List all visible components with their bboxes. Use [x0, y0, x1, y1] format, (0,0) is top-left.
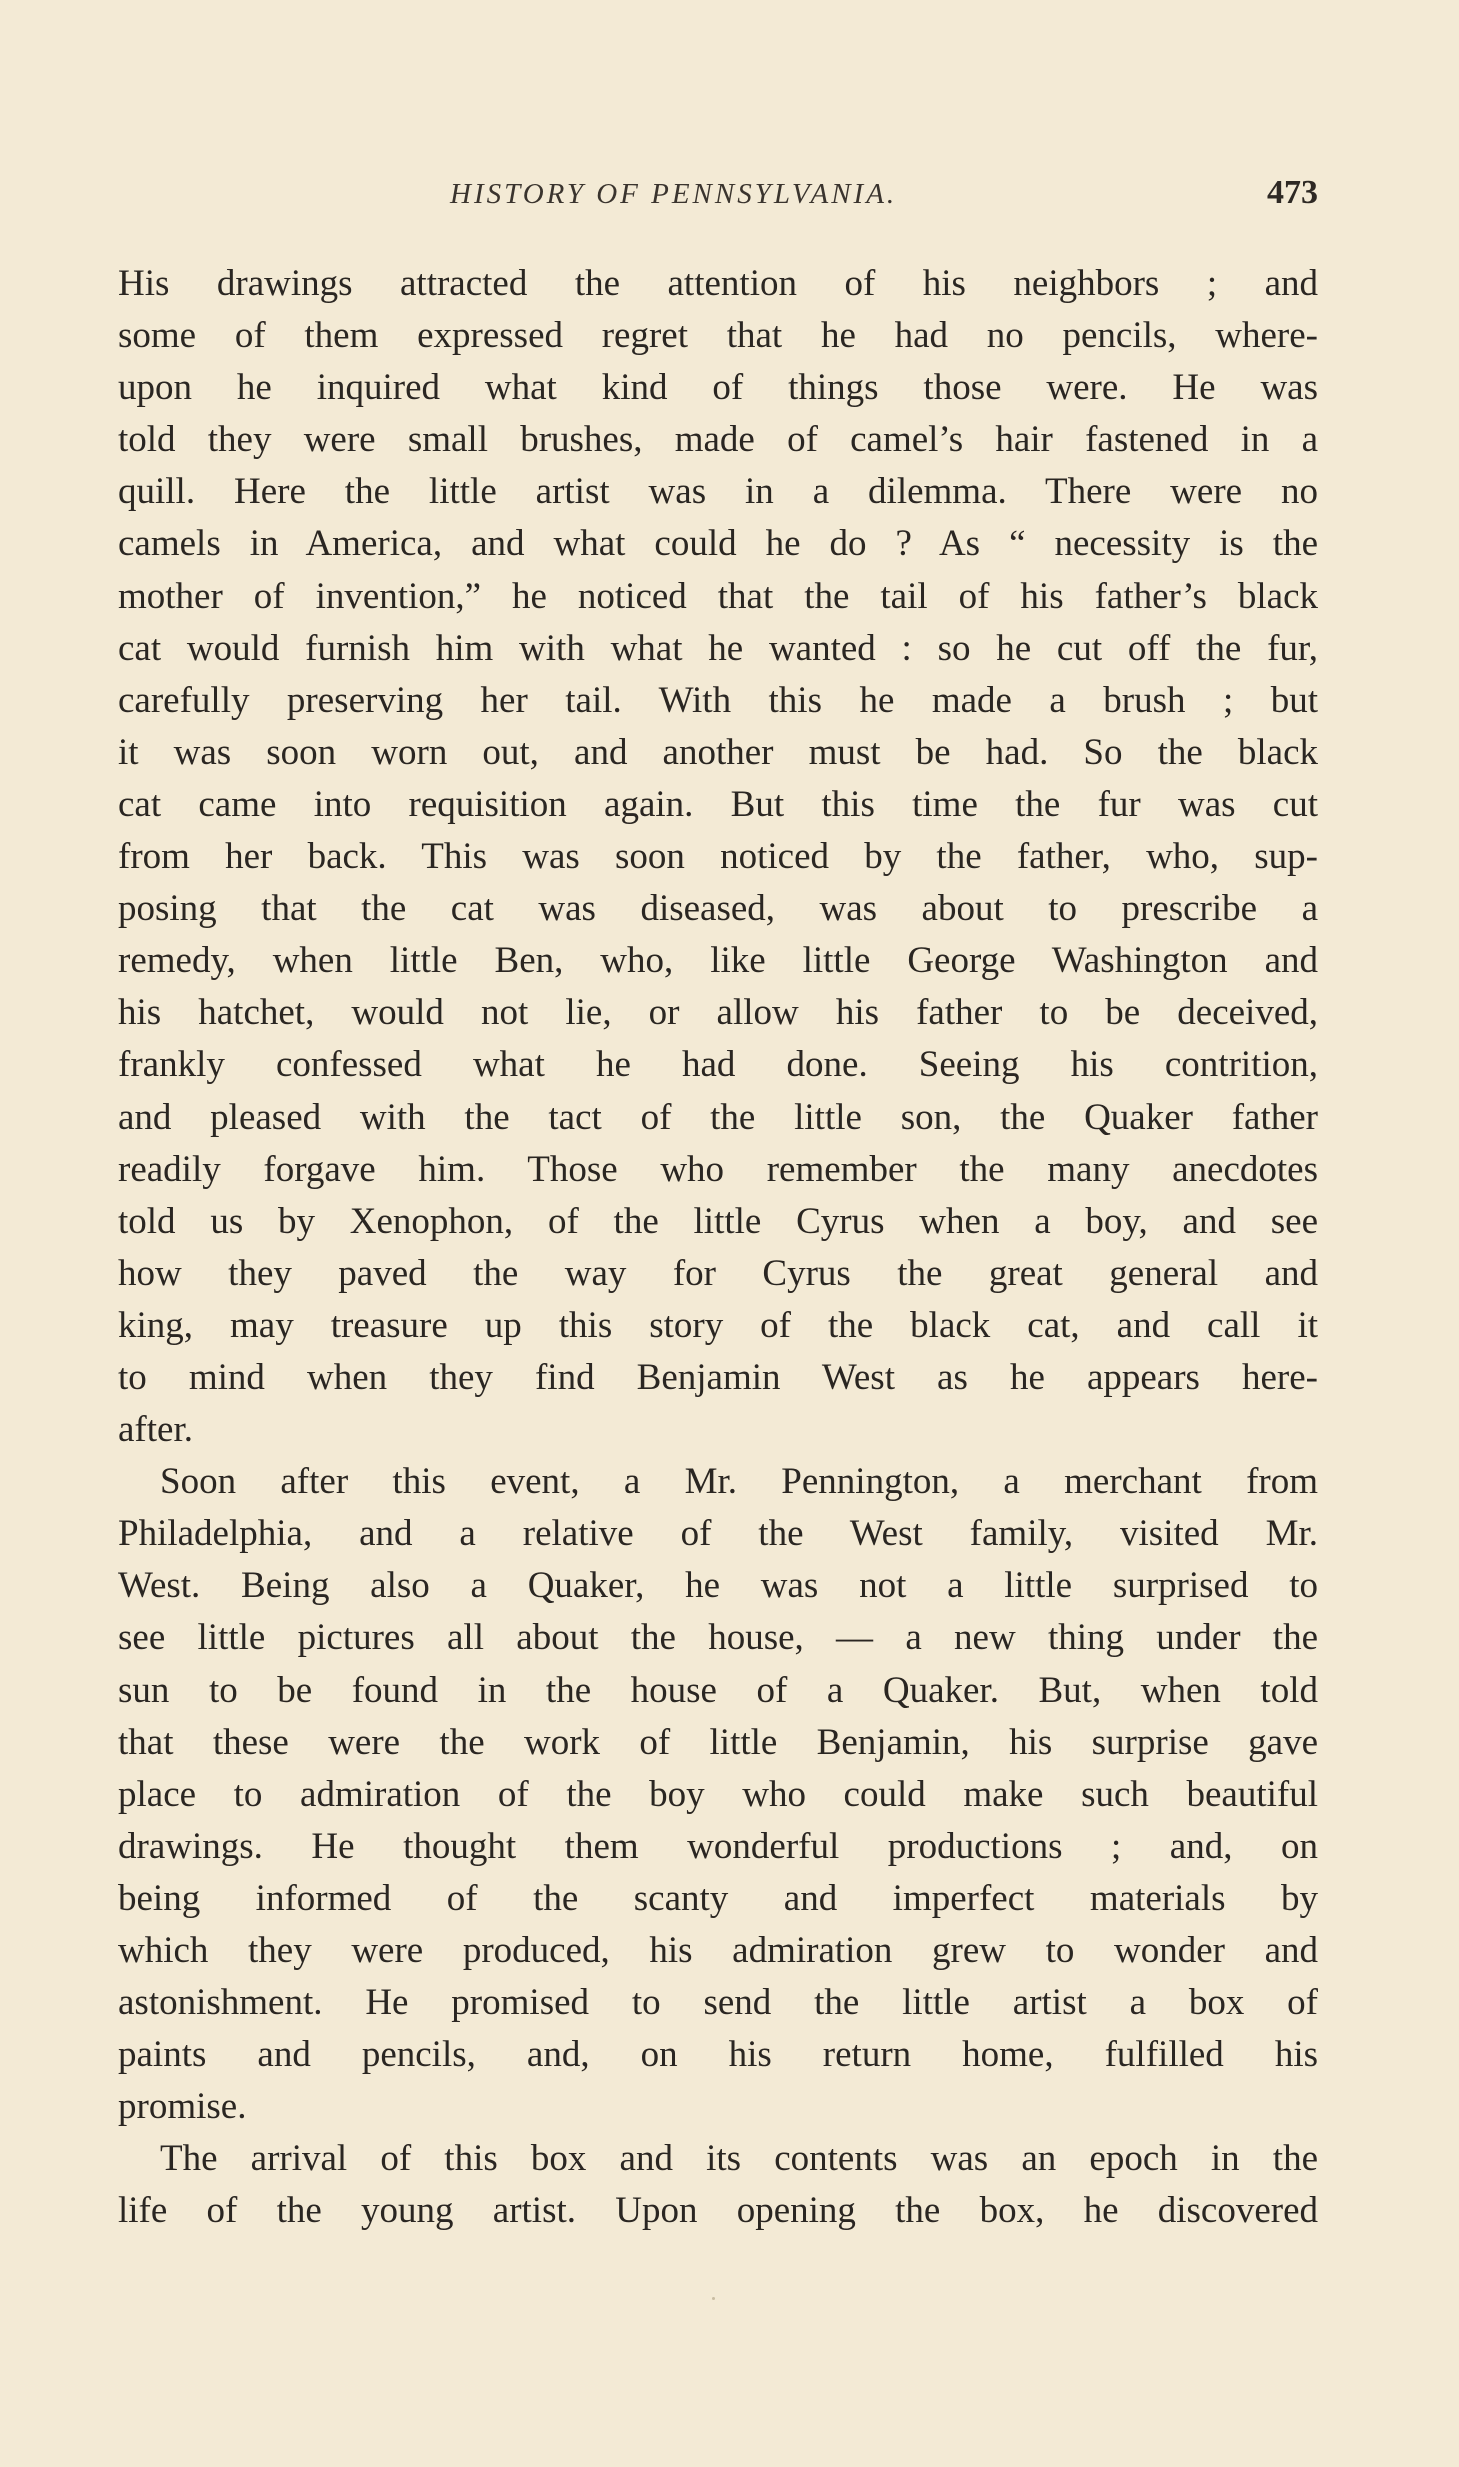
text-line: carefully preserving her tail. With this he made a brush ; but [118, 679, 1318, 721]
text-line: paints and pencils, and, on his return home, fulfilled his [118, 2034, 1318, 2076]
text-line: see little pictures all about the house, — a new thing under the [118, 1617, 1318, 1659]
text-line: and pleased with the tact of the little son, the Quaker father [118, 1096, 1318, 1138]
text-line: West. Being also a Quaker, he was not a little surprised to [118, 1565, 1318, 1607]
text-line: life of the young artist. Upon opening the box, he discovered [118, 2190, 1318, 2232]
text-line: astonishment. He promised to send the little artist a box of [118, 1982, 1318, 2024]
text-line: told they were small brushes, made of camel’s hair fastened in a [118, 419, 1318, 461]
text-line: posing that the cat was diseased, was about to prescribe a [118, 888, 1318, 930]
text-line: frankly confessed what he had done. Seeing his contrition, [118, 1044, 1318, 1086]
text-line: readily forgave him. Those who remember the many anecdotes [118, 1148, 1318, 1190]
text-line: being informed of the scanty and imperfect materials by [118, 1877, 1318, 1919]
running-head [118, 174, 1318, 228]
text-line: mother of invention,” he noticed that the tail of his father’s black [118, 575, 1318, 617]
text-line: place to admiration of the boy who could make such beautiful [118, 1773, 1318, 1815]
paragraph-end-line: after. [118, 1409, 193, 1451]
text-line: how they paved the way for Cyrus the great general and [118, 1252, 1318, 1294]
text-line: cat would furnish him with what he wanted : so he cut off the fur, [118, 627, 1318, 669]
text-line: it was soon worn out, and another must be had. So the black [118, 731, 1318, 773]
page-number: 473 [1267, 174, 1318, 211]
paper-speck [712, 2297, 715, 2300]
text-line: told us by Xenophon, of the little Cyrus when a boy, and see [118, 1200, 1318, 1242]
body-text [118, 258, 1318, 2238]
text-line: cat came into requisition again. But this time the fur was cut [118, 783, 1318, 825]
text-line: quill. Here the little artist was in a dilemma. There were no [118, 471, 1318, 513]
paragraph-end-line: promise. [118, 2086, 247, 2128]
paragraph-start-line: Soon after this event, a Mr. Pennington, a merchant from [160, 1461, 1318, 1503]
text-line: his hatchet, would not lie, or allow his father to be deceived, [118, 992, 1318, 1034]
text-line: upon he inquired what kind of things those were. He was [118, 367, 1318, 409]
text-line: some of them expressed regret that he had no pencils, where- [118, 315, 1318, 357]
text-line: remedy, when little Ben, who, like little George Washington and [118, 940, 1318, 982]
text-line: from her back. This was soon noticed by the father, who, sup- [118, 836, 1318, 878]
text-line: that these were the work of little Benjamin, his surprise gave [118, 1721, 1318, 1763]
text-line: camels in America, and what could he do ? As “ necessity is the [118, 523, 1318, 565]
text-line: to mind when they find Benjamin West as he appears here- [118, 1356, 1318, 1398]
text-line: drawings. He thought them wonderful productions ; and, on [118, 1825, 1318, 1867]
text-line: Philadelphia, and a relative of the West family, visited Mr. [118, 1513, 1318, 1555]
paragraph-start-line: The arrival of this box and its contents was an epoch in the [160, 2138, 1318, 2180]
text-line: His drawings attracted the attention of his neighbors ; and [118, 263, 1318, 304]
running-title: HISTORY OF PENNSYLVANIA. [450, 178, 898, 210]
text-line: king, may treasure up this story of the black cat, and call it [118, 1304, 1318, 1346]
text-line: which they were produced, his admiration grew to wonder and [118, 1930, 1318, 1971]
text-line: sun to be found in the house of a Quaker. But, when told [118, 1669, 1318, 1711]
